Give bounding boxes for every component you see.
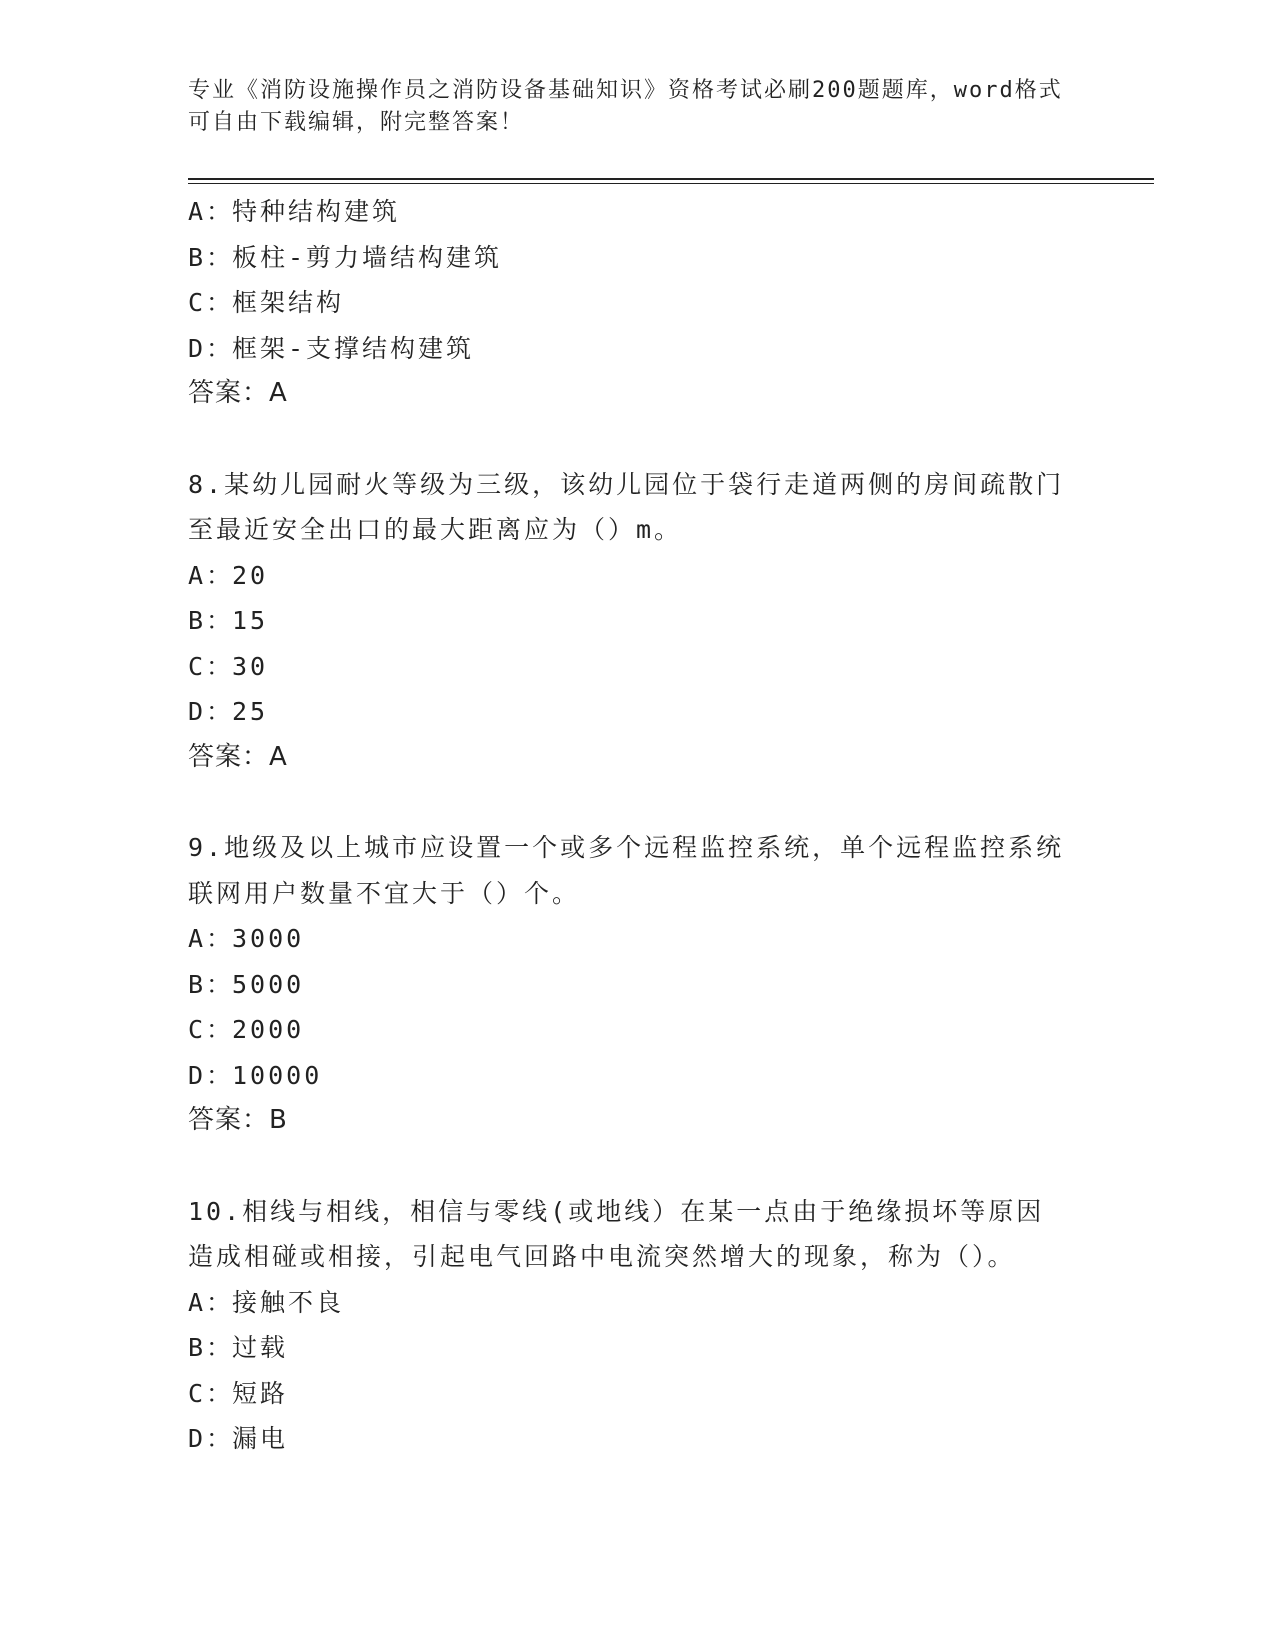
option-b [188,1325,1068,1371]
option-d [188,1416,1068,1462]
option-text: 25 [232,697,269,726]
option-a [188,916,1068,962]
question-8 [188,462,1068,781]
option-d [188,326,1068,372]
option-d [188,689,1068,735]
question-9 [188,825,1068,1144]
option-a [188,189,1068,235]
option-a [188,553,1068,599]
question-stem: 8.某幼儿园耐火等级为三级，该幼儿园位于袋行走道两侧的房间疏散门至最近安全出口的最大距离应为（）m。 [188,469,1065,544]
option-c [188,644,1068,690]
option-text: 10000 [232,1060,323,1090]
option-letter: B： [188,969,235,999]
question-7 [188,189,1068,417]
option-text: 2000 [232,1015,305,1044]
question-stem: 9.地级及以上城市应设置一个或多个远程监控系统，单个远程监控系统联网用户数量不宜大于（）个。 [188,833,1065,908]
header-rule-thick [188,178,1154,180]
option-letter: C： [188,651,235,681]
option-letter: A： [188,924,235,953]
option-text: 3000 [232,924,305,953]
option-letter: A： [188,560,235,590]
option-letter: A： [188,1287,235,1317]
option-text: 5000 [232,969,305,999]
option-text: 框架结构 [232,288,345,317]
option-c [188,1371,1068,1417]
option-letter: D： [188,333,235,363]
document-header: 专业《消防设施操作员之消防设备基础知识》资格考试必刷200题题库，word格式可自由下载编辑，附完整答案！ [188,78,1063,135]
option-letter: B： [188,242,235,272]
answer-line: 答案：A [188,741,288,772]
option-letter: C： [188,1378,235,1408]
option-text: 接触不良 [232,1287,345,1317]
option-text: 30 [232,651,269,681]
answer-line: 答案：B [188,1105,288,1135]
question-stem: 10.相线与相线，相信与零线(或地线）在某一点由于绝缘损坏等原因造成相碰或相接，引起电气回路中电流突然增大的现象，称为（）。 [188,1196,1045,1271]
spacer [188,417,1068,462]
option-c [188,1007,1068,1053]
option-text: 15 [232,606,269,635]
option-d [188,1053,1068,1099]
option-text: 20 [232,560,269,590]
option-text: 特种结构建筑 [232,197,401,226]
option-letter: C： [188,288,235,317]
option-b [188,962,1068,1008]
option-text: 短路 [232,1378,289,1408]
question-10 [188,1189,1068,1462]
spacer [188,780,1068,825]
option-letter: D： [188,1060,235,1090]
option-letter: C： [188,1015,235,1044]
header-rule-thin [188,183,1154,184]
option-letter: D： [188,697,235,726]
answer-line: 答案：A [188,378,288,408]
option-b [188,598,1068,644]
option-letter: B： [188,606,235,635]
option-a [188,1280,1068,1326]
spacer [188,1144,1068,1189]
option-letter: D： [188,1424,235,1453]
option-c [188,280,1068,326]
option-letter: A： [188,197,235,226]
option-text: 框架-支撑结构建筑 [232,333,475,363]
option-text: 过载 [232,1333,289,1362]
option-b [188,235,1068,281]
option-text: 板柱-剪力墙结构建筑 [232,242,503,272]
option-letter: B： [188,1333,235,1362]
question-list [188,189,1068,1462]
option-text: 漏电 [232,1424,289,1453]
